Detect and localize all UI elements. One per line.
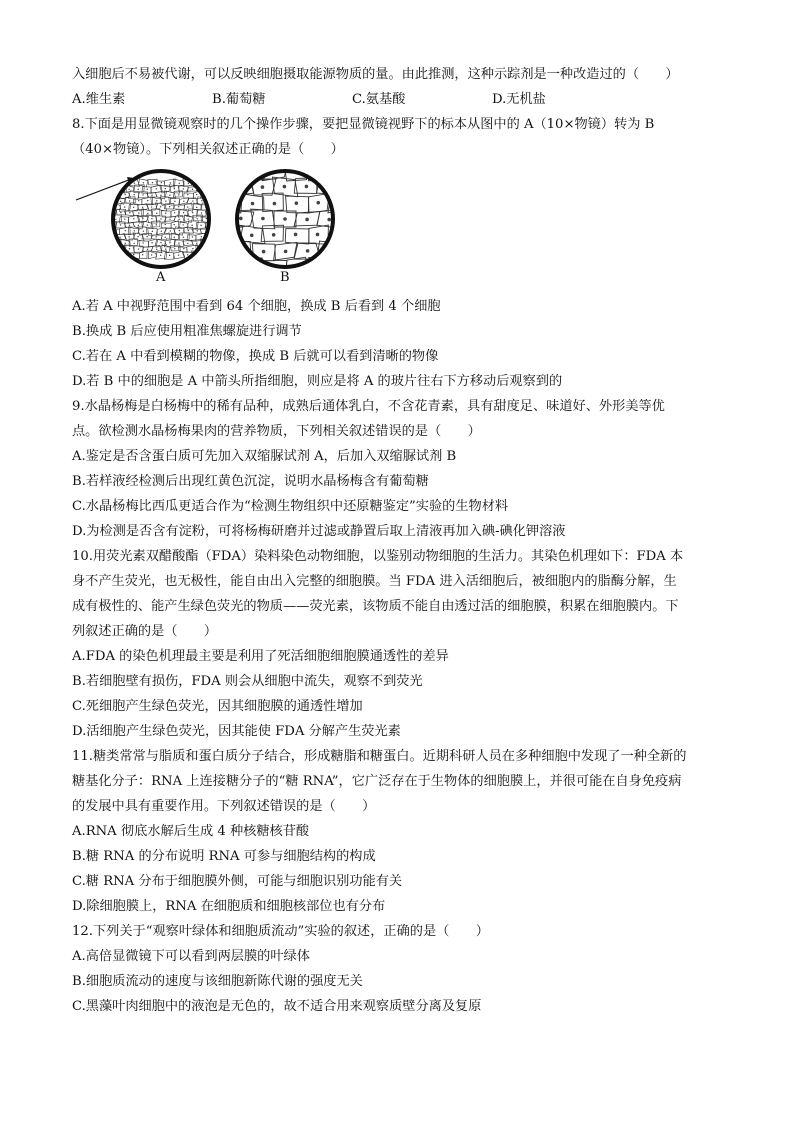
q7-options: [72, 87, 722, 112]
q9-option-d: D.为检测是否含有淀粉，可将杨梅研磨并过滤或静置后取上清液再加入碘-碘化钾溶液: [72, 524, 566, 539]
q11-option-d: D.除细胞膜上，RNA 在细胞质和细胞核部位也有分布: [72, 899, 386, 914]
q10-option-d: D.活细胞产生绿色荧光，因其能使 FDA 分解产生荧光素: [72, 724, 401, 739]
q7-option-b: B.葡萄糖: [212, 92, 266, 107]
q7-option-a: A.维生素: [72, 92, 126, 107]
q11-stem-line-3: 的发展中具有重要作用。下列叙述错误的是（ ）: [72, 799, 376, 814]
q8-option-b: B.换成 B 后应使用粗准焦螺旋进行调节: [72, 324, 302, 339]
exam-page: [72, 62, 722, 1019]
q12-option-b: B.细胞质流动的速度与该细胞新陈代谢的强度无关: [72, 974, 363, 989]
q7-option-c: C.氨基酸: [352, 92, 406, 107]
microscope-views-illustration: [72, 164, 372, 274]
q10-option-c: C.死细胞产生绿色荧光，因其细胞膜的通透性增加: [72, 699, 363, 714]
q7-stem-end: 入细胞后不易被代谢，可以反映细胞摄取能源物质的量。由此推测，这种示踪剂是一种改造过的（ ）: [72, 67, 679, 82]
q9-stem-line-1: 9.水晶杨梅是白杨梅中的稀有品种，成熟后通体乳白，不含花青素，具有甜度足、味道好、外形美等优: [72, 399, 665, 414]
q10-option-a: A.FDA 的染色机理最主要是利用了死活细胞细胞膜通透性的差异: [72, 649, 449, 664]
q7-option-d: D.无机盐: [492, 92, 546, 107]
q10-option-b: B.若细胞壁有损伤，FDA 则会从细胞中流失，观察不到荧光: [72, 674, 423, 689]
q9-option-b: B.若样液经检测后出现红黄色沉淀，说明水晶杨梅含有葡萄糖: [72, 474, 429, 489]
q12-option-a: A.高倍显微镜下可以看到两层膜的叶绿体: [72, 949, 310, 964]
q11-stem-line-1: 11.糖类常常与脂质和蛋白质分子结合，形成糖脂和糖蛋白。近期科研人员在多种细胞中发现了一种全新的: [72, 749, 687, 764]
figure-label-b: B: [280, 270, 290, 285]
figure-label-a: A: [156, 270, 166, 285]
q10-stem-line-3: 成有极性的、能产生绿色荧光的物质——荧光素，该物质不能自由透过活的细胞膜，积累在细胞膜内。下: [72, 599, 679, 614]
microscope-figure: [72, 164, 722, 294]
q8-option-d: D.若 B 中的细胞是 A 中箭头所指细胞，则应是将 A 的玻片往右下方移动后观察到的: [72, 374, 563, 389]
q9-stem-line-2: 点。欲检测水晶杨梅果肉的营养物质，下列相关叙述错误的是（ ）: [72, 424, 481, 439]
q8-option-c: C.若在 A 中看到模糊的物像，换成 B 后就可以看到清晰的物像: [72, 349, 439, 364]
q12-stem-line-1: 12.下列关于“观察叶绿体和细胞质流动”实验的叙述，正确的是（ ）: [72, 924, 489, 939]
q10-stem-line-1: 10.用荧光素双醋酸酯（FDA）染料染色动物细胞，以鉴别动物细胞的生活力。其染色机理如下：FDA 本: [72, 549, 684, 564]
q10-stem-line-4: 列叙述正确的是（ ）: [72, 624, 218, 639]
q8-option-a: A.若 A 中视野范围中看到 64 个细胞，换成 B 后看到 4 个细胞: [72, 299, 441, 314]
q12-option-c: C.黑藻叶肉细胞中的液泡是无色的，故不适合用来观察质壁分离及复原: [72, 999, 482, 1014]
q11-stem-line-2: 糖基化分子：RNA 上连接糖分子的“糖 RNA”，它广泛存在于生物体的细胞膜上，并很可能在自身免疫病: [72, 774, 682, 789]
q11-option-b: B.糖 RNA 的分布说明 RNA 可参与细胞结构的构成: [72, 849, 376, 864]
q9-option-a: A.鉴定是否含蛋白质可先加入双缩脲试剂 A，后加入双缩脲试剂 B: [72, 449, 457, 464]
q8-stem-line-1: 8.下面是用显微镜观察时的几个操作步骤，要把显微镜视野下的标本从图中的 A（10×物镜）转为 B: [72, 117, 655, 132]
q10-stem-line-2: 身不产生荧光，也无极性，能自由出入完整的细胞膜。当 FDA 进入活细胞后，被细胞内的脂酶分解，生: [72, 574, 677, 589]
q9-option-c: C.水晶杨梅比西瓜更适合作为“检测生物组织中还原糖鉴定”实验的生物材料: [72, 499, 509, 514]
q8-stem-line-2: （40×物镜）。下列相关叙述正确的是（ ）: [72, 142, 344, 157]
q11-option-a: A.RNA 彻底水解后生成 4 种核糖核苷酸: [72, 824, 310, 839]
q11-option-c: C.糖 RNA 分布于细胞膜外侧，可能与细胞识别功能有关: [72, 874, 403, 889]
